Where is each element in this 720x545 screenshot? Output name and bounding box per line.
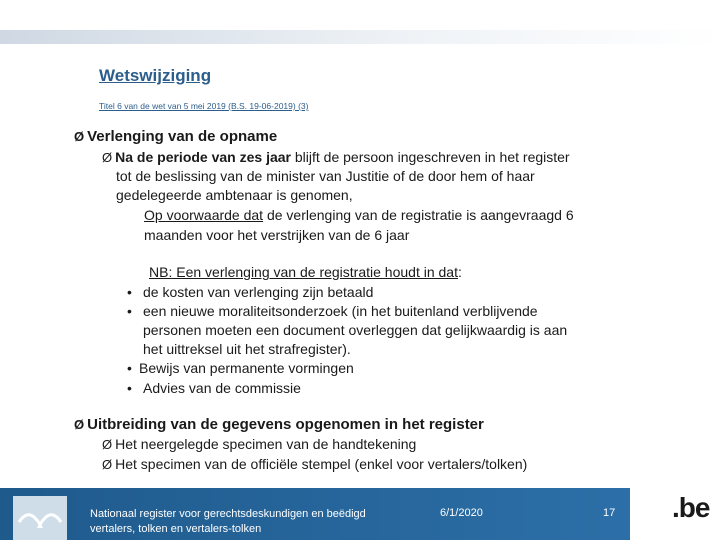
footer-bar <box>0 488 630 540</box>
sub-item-signature: Ø Het neergelegde specimen van de handtekening <box>102 436 417 452</box>
page-subtitle: Titel 6 van de wet van 5 mei 2019 (B.S. 19-06-2019) (3) <box>99 101 309 111</box>
condition-cont: maanden voor het verstrijken van de 6 jaar <box>144 227 410 243</box>
nb-bullet-2: • een nieuwe moraliteitsonderzoek (in het buitenland verblijvende <box>127 303 538 319</box>
arrow-bullet-icon: Ø <box>74 129 85 144</box>
page-number: 17 <box>603 507 616 519</box>
section-heading-uitbreiding: Ø Uitbreiding van de gegevens opgenomen in het register <box>74 416 484 433</box>
page-title: Wetswijziging <box>99 66 212 85</box>
arrow-bullet-icon: Ø <box>102 457 113 472</box>
nb-bullet-4: • Advies van de commissie <box>127 380 301 396</box>
nb-bullet-2-cont-2: het uittreksel uit het strafregister). <box>143 341 351 357</box>
sub-item-period: Ø Na de periode van zes jaar blijft de persoon ingeschreven in het register <box>102 149 570 165</box>
sub-item-cont-2: gedelegeerde ambtenaar is genomen, <box>116 187 353 203</box>
nb-bullet-3: • Bewijs van permanente vormingen <box>127 360 354 376</box>
nb-bullet-2-cont-1: personen moeten een document overleggen dat gelijkwaardig is aan <box>143 322 568 338</box>
bullet-icon: • <box>127 303 132 319</box>
footer-date: 6/1/2020 <box>440 507 483 519</box>
section-heading-verlenging: Ø Verlenging van de opname <box>74 128 278 145</box>
condition-line: Op voorwaarde dat de verlenging van de registratie is aangevraagd 6 <box>144 207 574 223</box>
header-rule <box>0 30 720 44</box>
bullet-icon: • <box>127 360 132 376</box>
arrow-bullet-icon: Ø <box>102 437 113 452</box>
footer-organization: Nationaal register voor gerechtsdeskundigen en beëdigd vertalers, tolken en vertalers-tolken <box>90 508 366 535</box>
arrow-bullet-icon: Ø <box>74 417 85 432</box>
be-logo: .be <box>672 492 710 523</box>
bullet-icon: • <box>127 380 132 396</box>
sub-item-stamp: Ø Het specimen van de officiële stempel (enkel voor vertalers/tolken) <box>102 456 528 472</box>
sub-item-cont-1: tot de beslissing van de minister van Justitie of de door hem of haar <box>116 168 535 184</box>
arrow-bullet-icon: Ø <box>102 150 113 165</box>
nb-lead: NB: Een verlenging van de registratie houdt in dat: <box>149 264 462 280</box>
institution-logo-icon <box>13 496 67 540</box>
bullet-icon: • <box>127 284 132 300</box>
nb-bullet-1: • de kosten van verlenging zijn betaald <box>127 284 374 300</box>
